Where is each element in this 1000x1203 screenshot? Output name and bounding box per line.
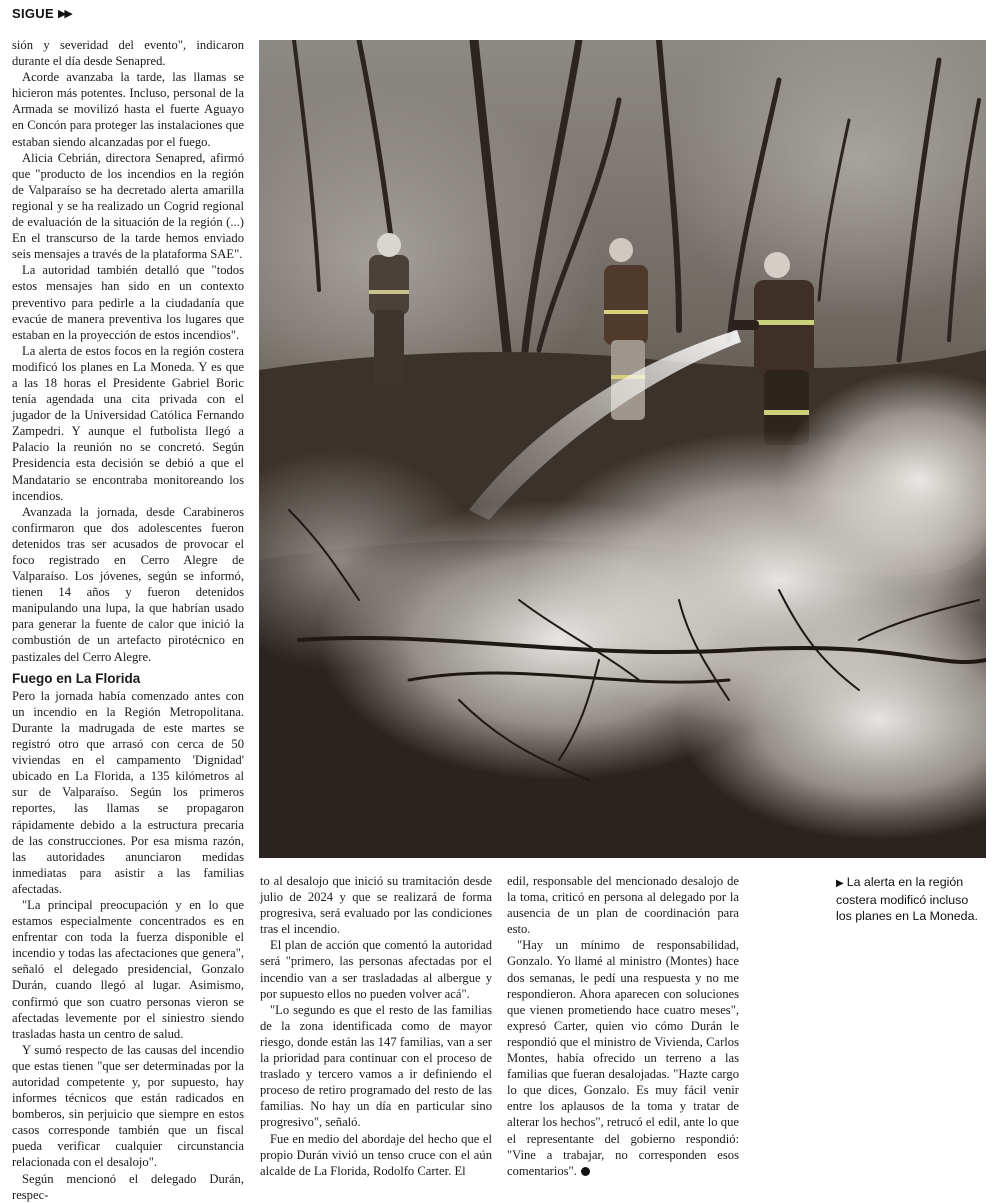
sigue-header: [12, 6, 71, 21]
paragraph: [507, 937, 739, 1178]
subheading: Fuego en La Florida: [12, 670, 141, 686]
paragraph: Acorde avanzaba la tarde, las llamas se hicieron más potentes. Incluso, personal de la Armada se movilizó hasta el fuerte Aguayo en Concón para proteger las instalaciones que estaban siendo alcanzadas por el fuego.: [12, 70, 244, 149]
paragraph: Según mencionó el delegado Durán, respec-: [12, 1171, 244, 1202]
paragraph: Avanzada la jornada, desde Carabineros confirmaron que dos adolescentes fueron detenidos tras ser acusados de provocar el foco registrado en Cerro Alegre de Valparaíso. Los jóvenes, según se informó, tienen 14 años y fueron detenidos manipulando una lupa, la que habrían usado para generar la fuente de calor que inició la combustión de un artefacto pirotécnico en pastizales del Cerro Alegre.: [12, 504, 244, 664]
closing-quote-text: "Hay un mínimo de responsabilidad, Gonzalo. Yo llamé al ministro (Montes) hace dos semanas, le pedí una respuesta y no me respondieron. Ahora aparecen con soluciones que vienen prometiendo hace cuatro meses", expresó Carter, quien vio cómo Durán le respondió que el ministro de Vivienda, Carlos Montes, había ofrecido un terreno a las familias que fueran desalojadas. "Hazte cargo lo que dices, Gonzalo. Es muy fácil venir entre los aplausos de la toma y tratar de alterar los hechos", retrucó el edil, ante lo que el representante del gobierno respondió: "Vine a trabajar, no corresponden esos comentarios".: [507, 938, 739, 1178]
paragraph: Fue en medio del abordaje del hecho que el propio Durán vivió un tenso cruce con el aún alcalde de La Florida, Rodolfo Carter. El: [260, 1131, 492, 1178]
end-of-article-icon: [581, 1167, 590, 1176]
article-column-1: [12, 37, 244, 1203]
article-column-3: [507, 873, 739, 1179]
paragraph: La autoridad también detalló que "todos estos mensajes han sido en un contexto preventivo para pedirle a la ciudadanía que evacúe de manera preventiva los lugares que estaban en la proyección de estos incendios".: [12, 263, 244, 342]
continue-arrows-icon: ▶▶: [57, 8, 71, 20]
paragraph: Y sumó respecto de las causas del incendio que estas tienen "que ser determinadas por la autoridad competente y, por supuesto, hay informes técnicos que están radicados en bomberos, sin perjuicio que siempre en estos casos corresponde también que un fiscal pueda verificar cualquier circunstancia relacionada con el desalojo".: [12, 1042, 244, 1170]
photo-caption: [836, 874, 986, 924]
paragraph: sión y severidad del evento", indicaron durante el día desde Senapred.: [12, 38, 244, 69]
paragraph: "La principal preocupación y en lo que estamos especialmente concentrados es en enfrentar con toda la fuerza disponible el incendio y todas las afectaciones que genera", señaló el delegado presidencial, Gonzalo Durán, cuando llegó al lugar. Asimismo, confirmó que son cuatro personas vieron se afectadas levemente por el siniestro siendo trasladas hasta un centro de salud.: [12, 897, 244, 1041]
sigue-label: SIGUE: [12, 6, 54, 21]
paragraph: to al desalojo que inició su tramitación desde julio de 2024 y que se realizará de forma progresiva, será evaluado por las condiciones tras el incendio.: [260, 874, 492, 937]
paragraph: El plan de acción que comentó la autoridad será "primero, las personas afectadas por el incendio van a ser trasladadas al albergue y por supuesto ellos no pueden volver acá".: [260, 938, 492, 1001]
caption-marker-icon: ▶: [836, 878, 844, 889]
caption-text: La alerta en la región costera modificó incluso los planes en La Moneda.: [836, 875, 978, 923]
article-column-2: [260, 873, 492, 1179]
paragraph: Alicia Cebrián, directora Senapred, afirmó que "producto de los incendios en la región de Valparaíso se ha decretado alerta amarilla regional y se ha realizado un Cogrid regional de evaluación de la situación de la región (...) En el transcurso de la tarde hemos enviado seis mensajes a través de la plataforma SAE".: [12, 150, 244, 262]
paragraph: "Lo segundo es que el resto de las familias de la zona identificada como de mayor riesgo, donde están las 147 familias, van a ser la prioridad para continuar con el proceso de traslado y tercero vamos a ir definiendo el proceso de retiro programado del resto de las familias. No hay un día en particular sino progresivo", señaló.: [260, 1002, 492, 1130]
paragraph: La alerta de estos focos en la región costera modificó los planes en La Moneda. Y es que a las 18 horas el Presidente Gabriel Boric tenía agendada una cita privada con el jugador de la Universidad Católica Fernando Zampedri. Y aunque el futbolista llegó a Palacio la reunión no se concretó. Según Presidencia esta decisión se debió a que el Mandatario se encontraba monitoreando los incendios.: [12, 343, 244, 503]
paragraph: Pero la jornada había comenzado antes con un incendio en la Región Metropolitana. Durante la madrugada de este martes se registró otro que arrasó con cerca de 50 viviendas en el campamento 'Dignidad' ubicado en La Florida, a 135 kilómetros al sur de Valparaíso. Según los primeros reportes, las llamas se propagaron rápidamente debido a la estructura precaria de las construcciones. Por esa misma razón, las autoridades anunciaron medidas inmediatas para asistir a las familias afectadas.: [12, 688, 244, 896]
firefighters-photo: [259, 40, 986, 858]
paragraph: edil, responsable del mencionado desalojo de la toma, criticó en persona al delegado por la ausencia de un plan de coordinación para esto.: [507, 874, 739, 937]
